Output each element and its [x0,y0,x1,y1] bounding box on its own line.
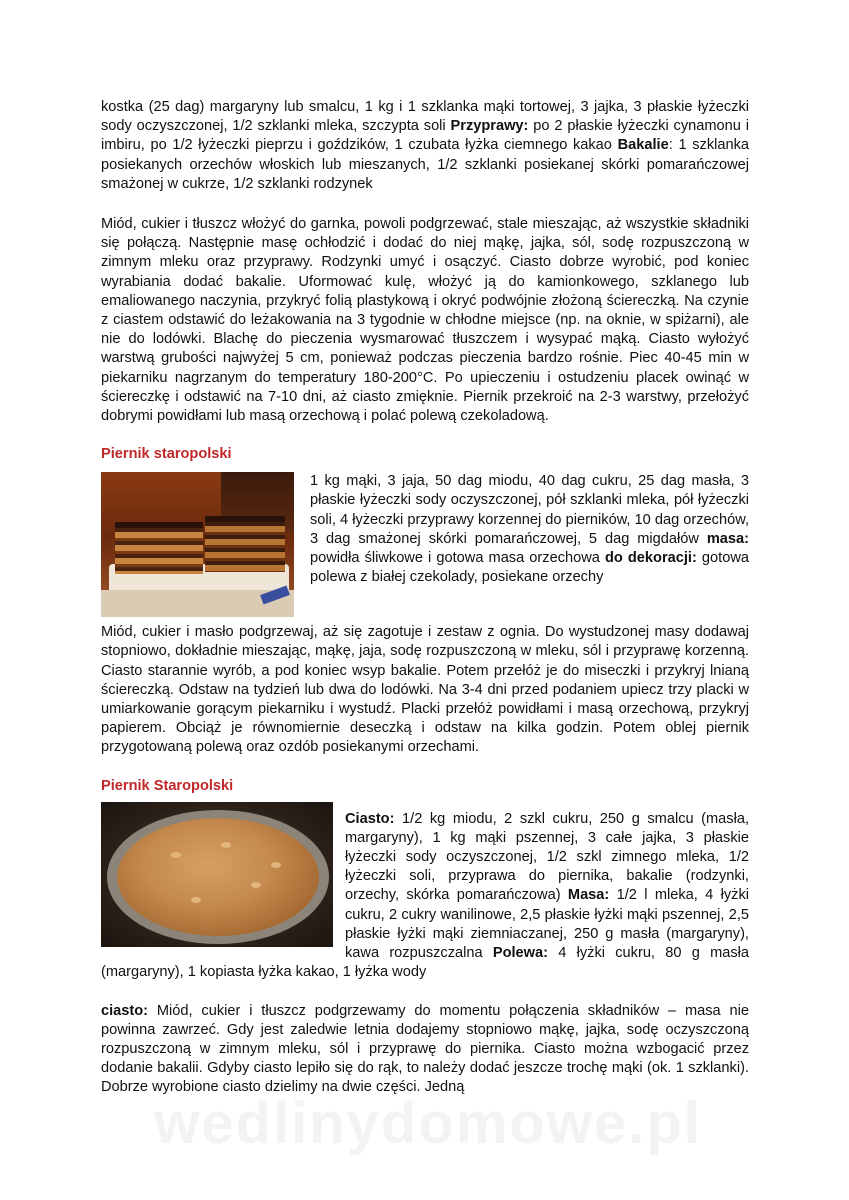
method-paragraph: Miód, cukier i tłuszcz włożyć do garnka, powoli podgrzewać, stale mieszając, aż wszystkie składniki się połączą. Następnie masę ochłodzić i dodać do niej mąkę, jajka, sól, sodę rozpuszczoną w zimnym mleku oraz przyprawy. Rodzynki umyć i osączyć. Ciasto dobrze wyrobić, pod koniec wyrabiania dodać bakalie. Uformować kulę, włożyć ją do kamionkowego, szklanego lub emaliowanego naczynia, przykryć folią plastykową i okryć podwójnie złożoną ściereczką. Na czynie z ciastem odstawić do leżakowania na 3 tygodnie w chłodne miejsce (np. na oknie, w spiżarni), ale nie do lodówki. Blachę do pieczenia wysmarować tłuszczem i wysypać mąką. Ciasto wyłożyć warstwą grubości najwyżej 5 cm, ponieważ podczas pieczenia bardzo rośnie. Piec 40-45 min w piekarniku nagrzanym do temperatury 180-200°C. Po upieczeniu i ostudzeniu placek owinąć w ściereczkę i odstawić na 7-10 dni, aż ciasto zmięknie. Piernik przekroić na 2-3 warstwy, przełożyć dobrymi powidłami lub masą orzechową i polać polewą czekoladową. [101,216,749,425]
dough-label: Ciasto: [345,810,395,827]
nuts-label: Bakalie [617,137,669,154]
gingerbread-photo [101,472,294,617]
glaze-label: Polewa: [492,945,549,962]
filling-text: 1/2 l mleka, 4 łyżki cukru, 2 cukry wanilinowe, 2,5 płaskie łyżki mąki pszennej, 2,5 płaskie łyżki mąki ziemniaczanej, 250 g masła (margaryny), kawa rozpuszczalna [345,887,749,962]
dough-method-text: Miód, cukier i tłuszcz podgrzewamy do momentu połączenia składników – masa nie powinna zawrzeć. Gdy jest zaledwie letnia dodajemy stopniowo mąkę, jajka, sodę oczyszczoną rozpuszczoną w zimnym mleku, sól i przyprawę do piernika. Ciasto można wzbogacić przez dodanie bakalii. Gdyby ciasto lepiło się do rąk, to należy dodać jeszcze trochę mąki (ok. 1 szklanki). Dobrze wyrobione ciasto dzielimy na dwie części. Jedną [101,1002,749,1096]
recipe-title: Piernik Staropolski [101,777,234,794]
dough-text: 1/2 kg miodu, 2 szkl cukru, 250 g smalcu (masła, margaryny), 1 kg mąki pszennej, 3 całe jajka, 3 płaskie łyżeczki sody oczyszczonej, 1/2 szkl zimnego mleka, 1/2 łyżeczki soli, przyprawa do piernika, bakalie (rodzynki, orzechy, skórka pomarańczowa) [345,810,749,904]
glaze-text: 4 łyżki cukru, 80 g masła (margaryny), 1 kopiasta łyżka kakao, 1 łyżka wody [101,945,750,981]
decoration-text: gotowa polewa z białej czekolady, posiekane orzechy [310,550,749,586]
spices-label: Przyprawy: [450,118,529,135]
recipe-method [101,1002,749,1098]
recipe-title: Piernik staropolski [101,446,232,463]
filling-label: Masa: [567,887,610,904]
decoration-label: do dekoracji: [604,550,697,567]
ingredients-text: kostka (25 dag) margaryny lub smalcu, 1 kg i 1 szklanka mąki tortowej, 3 jajka, 3 płaskie łyżeczki sody oczyszczonej, 1/2 szklanki mleka, szczypta soli [101,99,749,135]
nuts-text: : 1 szklanka posiekanych orzechów włoskich lub mieszanych, 1/2 szklanki posiekanej skórki pomarańczowej smażonej w cukrze, 1/2 szklanki rodzynek [101,137,750,192]
ingredients-text: 1 kg mąki, 3 jaja, 50 dag miodu, 40 dag cukru, 25 dag masła, 3 płaskie łyżeczki sody oczyszczonej, pół szklanki mleka, pół łyżeczki soli, 4 łyżeczki przyprawy korzennej do pierników, 10 dag orzechów, 3 dag smażonej skórki pomarańczowej, 5 dag migdałów [310,473,749,547]
recipe-method: Miód, cukier i masło podgrzewaj, aż się zagotuje i zestaw z ognia. Do wystudzonej masy dodawaj stopniowo, dokładnie mieszając, mąkę, jaja, sodę rozpuszczoną w mleku, sól i przyprawę korzenną. Ciasto starannie wyrób, a pod koniec wsyp bakalie. Potem przełóż je do miseczki i przykryj lnianą ściereczką. Odstaw na tydzień lub dwa do lodówki. Na 3-4 dni przed podaniem upiecz trzy placki w umiarkowanie gorącym piekarniku i wystudź. Placki przełóż powidłami i masą orzechową, przykryj papierem. Obciąż je równomiernie deseczką i odstaw na kilka godzin. Potem oblej piernik przygotowaną polewą oraz ozdób posiekanymi orzechami. [101,624,749,756]
dough-pot-photo [101,802,333,947]
watermark: wedlinydomowe.pl [154,1091,702,1156]
spices-text: po 2 płaskie łyżeczki cynamonu i imbiru, po 1/2 łyżeczki pieprzu i goździków, 1 czubata łyżka ciemnego kakao [101,118,749,154]
filling-label: masa: [706,530,749,547]
recipe-block [101,472,749,623]
ingredients-paragraph [101,98,749,194]
filling-text: powidła śliwkowe i gotowa masa orzechowa [310,550,605,567]
dough-method-label: ciasto: [101,1002,149,1019]
document-page [101,98,749,1098]
